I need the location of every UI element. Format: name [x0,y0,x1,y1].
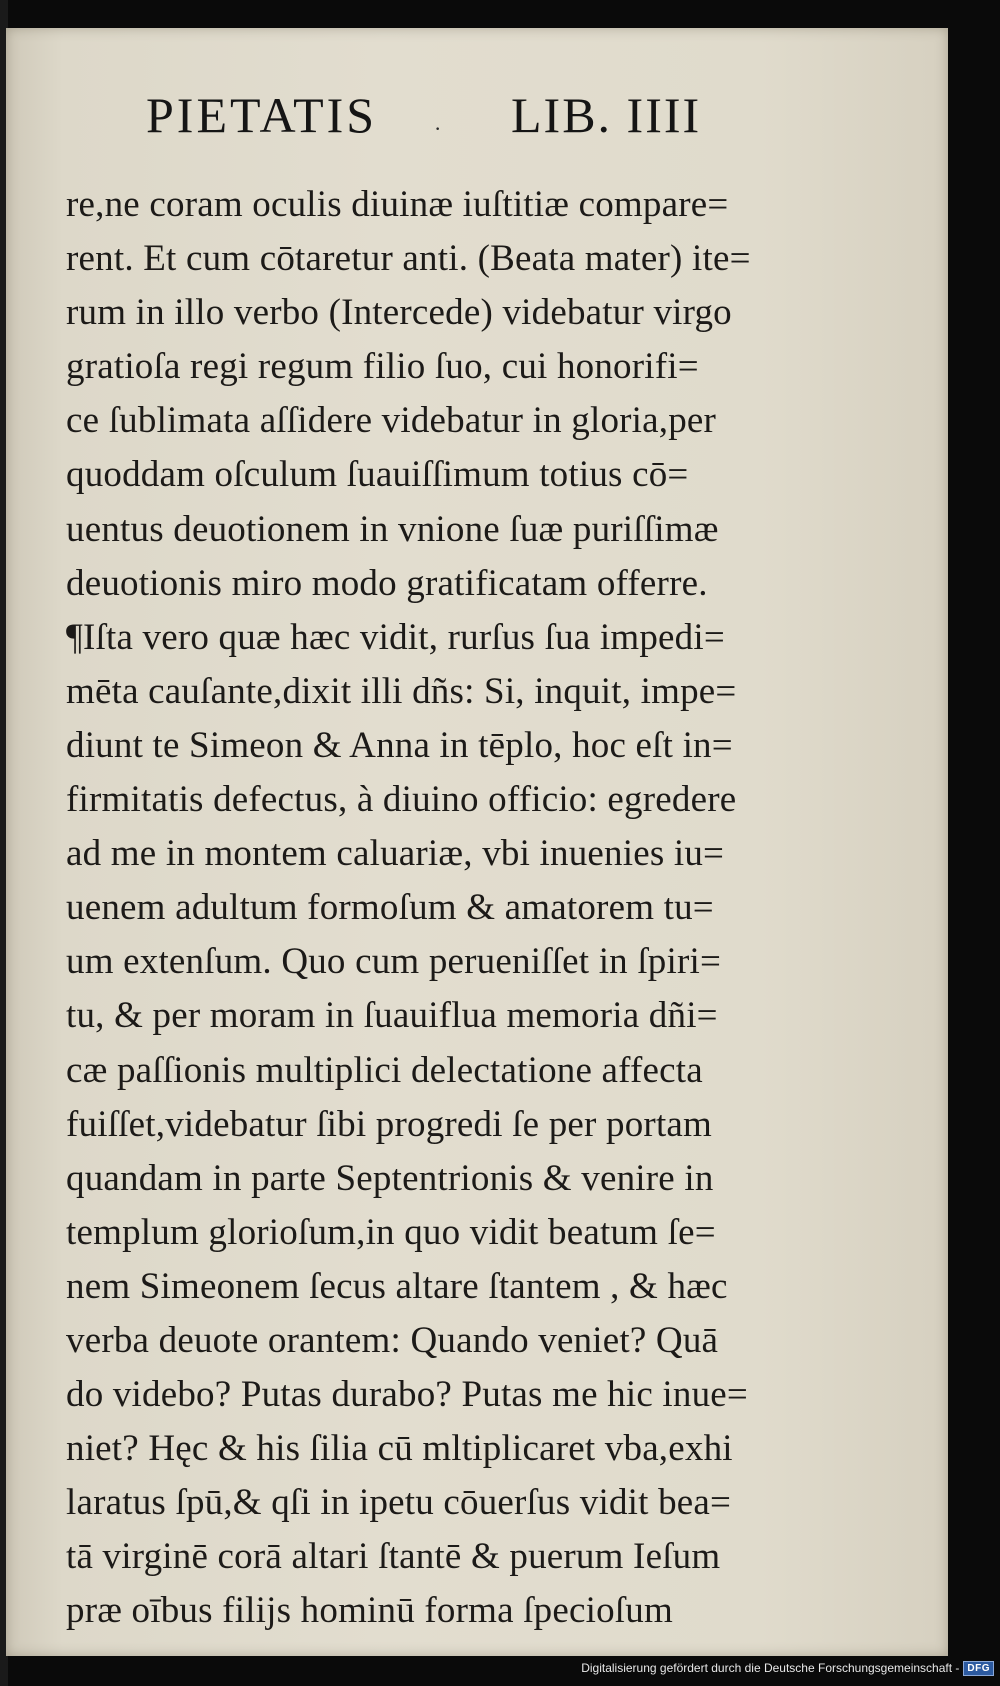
header-title: PIETATIS [146,87,378,143]
text-line: verba deuote orantem: Quando veniet? Quā [66,1319,719,1361]
text-line: templum glorioſum,in quo vidit beatum ſe= [66,1211,716,1253]
dfg-logo-icon: DFG [963,1661,994,1676]
text-line: niet? Hęc & his ſilia cū mltiplicaret vba,exhi [66,1428,733,1470]
text-line: gratioſa regi regum filio ſuo, cui honorifi= [66,346,699,388]
text-line: laratus ſpū,& qſi in ipetu cōuerſus vidit bea= [66,1482,732,1524]
text-line: cæ paſſionis multiplici delectatione affecta [66,1049,703,1091]
text-line: rent. Et cum cōtaretur anti. (Beata mater) ite= [66,238,751,280]
running-header [146,86,706,156]
text-line: quandam in parte Septentrionis & venire in [66,1157,714,1199]
text-line: do videbo? Putas durabo? Putas me hic inue= [66,1374,748,1416]
body-text [66,178,796,1639]
text-line: tu, & per moram in ſuauiflua memoria dñi= [66,995,718,1037]
header-mark: · [434,116,442,141]
text-line: re,ne coram oculis diuinæ iuſtitiæ compare= [66,184,729,225]
text-line: mēta cauſante,dixit illi dñs: Si, inquit, impe= [66,670,737,712]
header-book-number: LIB. IIII [511,87,702,143]
text-line: firmitatis defectus, à diuino officio: egredere [66,779,737,821]
book-page [6,28,948,1656]
text-line: um extenſum. Quo cum perueniſſet in ſpiri= [66,941,722,983]
text-line: deuotionis miro modo gratificatam offerre. [66,562,708,604]
text-line: diunt te Simeon & Anna in tēplo, hoc eſt in= [66,724,733,766]
text-line: ce ſublimata aſſidere videbatur in gloria,per [66,400,717,442]
text-line: nem Simeonem ſecus altare ſtantem , & hæc [66,1265,728,1307]
text-line: uenem adultum formoſum & amatorem tu= [66,887,714,929]
funding-credit: Digitalisierung gefördert durch die Deutsche Forschungsgemeinschaft - [581,1661,960,1675]
text-line: rum in illo verbo (Intercede) videbatur virgo [66,292,732,334]
text-line: quoddam oſculum ſuauiſſimum totius cō= [66,454,689,496]
text-line: uentus deuotionem in vnione ſuæ puriſſimæ [66,508,719,550]
text-line: tā virginē corā altari ſtantē & puerum Ieſum [66,1536,721,1578]
digitization-footer [581,1658,994,1678]
text-line: fuiſſet,videbatur ſibi progredi ſe per portam [66,1103,713,1145]
text-line: ad me in montem caluariæ, vbi inuenies iu= [66,833,725,875]
text-line: ¶Iſta vero quæ hæc vidit, rurſus ſua impedi= [66,616,725,658]
text-line: præ oībus filijs hominū forma ſpecioſum [66,1590,673,1632]
